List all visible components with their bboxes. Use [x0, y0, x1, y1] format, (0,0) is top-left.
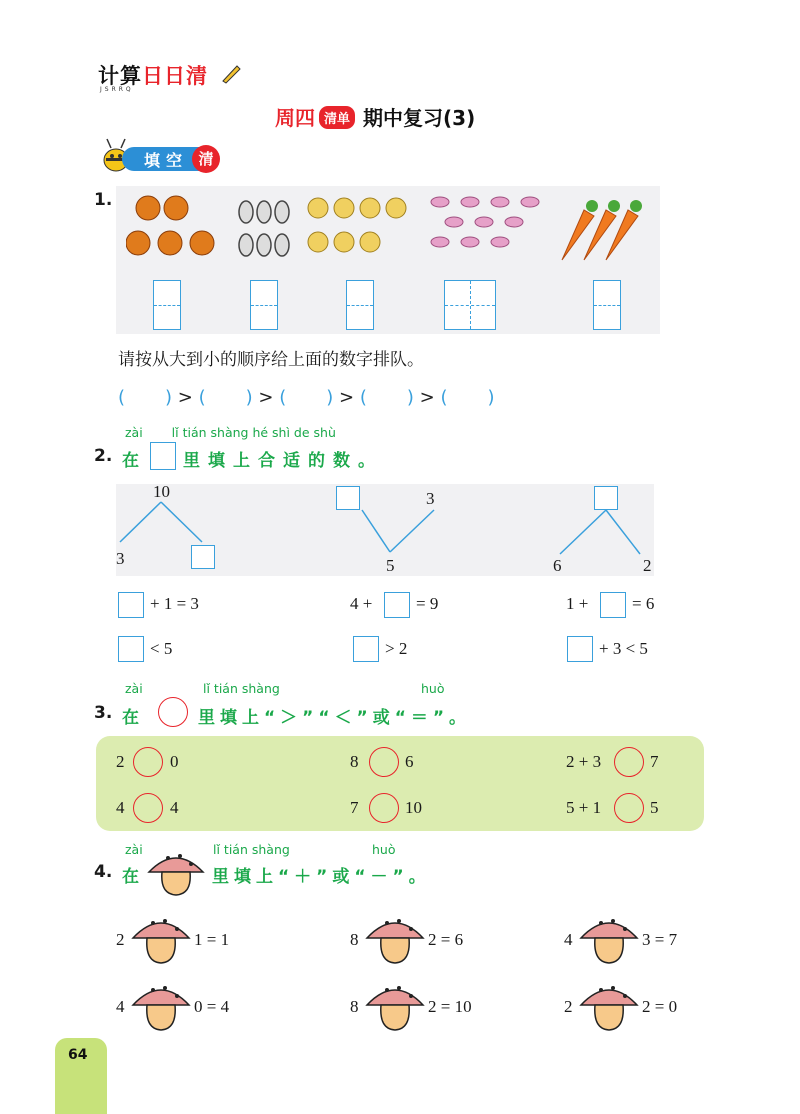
q3-text-a: 在	[122, 708, 147, 728]
title-badge: 清单	[319, 106, 355, 129]
mushroom-answer[interactable]	[130, 979, 192, 1033]
answer-box[interactable]	[118, 592, 144, 618]
op-right: 2 = 6	[428, 930, 464, 949]
op-right: 2 = 0	[642, 997, 678, 1016]
compare-right: 10	[405, 798, 422, 817]
tree1-top: 10	[153, 482, 170, 501]
q2-number: 2.	[94, 446, 113, 466]
q4-pinyin-b: lǐ tián shàng	[213, 842, 290, 857]
op-right: 2 = 10	[428, 997, 472, 1016]
op-right: 1 = 1	[194, 930, 230, 949]
brand-text-a: 计算	[98, 64, 142, 88]
section-label: 填空	[144, 151, 189, 170]
answer-box[interactable]	[346, 280, 374, 330]
equation-text: = 6	[632, 594, 655, 613]
section-badge	[122, 147, 218, 171]
mushroom-answer[interactable]	[364, 912, 426, 966]
order-row: ( ) > ( ) > ( ) > ( ) > ( )	[118, 387, 495, 408]
answer-box[interactable]	[384, 592, 410, 618]
comparison-panel	[96, 736, 704, 831]
tree2-bottom: 5	[386, 556, 395, 575]
equation-text: 4 +	[350, 594, 373, 613]
compare-right: 7	[650, 752, 659, 771]
tree1-left: 3	[116, 549, 125, 568]
q1-instruction: 请按从大到小的顺序给上面的数字排队。	[118, 350, 424, 370]
answer-box[interactable]	[191, 545, 215, 569]
q2-box-icon	[150, 442, 176, 470]
section-badge-icon: 清	[192, 145, 220, 173]
tree3-left: 6	[553, 556, 562, 575]
brand-text-b: 日日清	[142, 64, 208, 88]
equation-text: < 5	[150, 639, 173, 658]
compare-circle[interactable]	[133, 793, 163, 823]
q2-text-b: 里填上合适的数。	[183, 451, 383, 471]
q3-pinyin-c: huò	[421, 681, 445, 696]
q2-pinyin: zài lǐ tián shàng hé shì de shù	[125, 425, 336, 440]
op-left: 2	[116, 930, 125, 949]
compare-right: 5	[650, 798, 659, 817]
compare-circle[interactable]	[369, 793, 399, 823]
compare-right: 4	[170, 798, 179, 817]
peanut-group-icon	[234, 190, 294, 262]
candy-group-icon	[426, 192, 546, 256]
answer-box[interactable]	[353, 636, 379, 662]
equation-text: = 9	[416, 594, 439, 613]
answer-box[interactable]	[567, 636, 593, 662]
q2-text-a: 在	[122, 451, 147, 471]
op-left: 4	[116, 997, 125, 1016]
answer-box[interactable]	[250, 280, 278, 330]
op-left: 8	[350, 997, 359, 1016]
compare-left: 7	[350, 798, 359, 817]
equation-text: > 2	[385, 639, 408, 658]
page-number: 64	[68, 1047, 88, 1063]
compare-left: 2	[116, 752, 125, 771]
pen-icon	[220, 62, 242, 84]
answer-box[interactable]	[153, 280, 181, 330]
equation-text: 1 +	[566, 594, 589, 613]
q3-pinyin-b: lǐ tián shàng	[203, 681, 280, 696]
compare-circle[interactable]	[133, 747, 163, 777]
compare-circle[interactable]	[614, 747, 644, 777]
compare-circle[interactable]	[614, 793, 644, 823]
q1-number: 1.	[94, 190, 113, 210]
answer-box[interactable]	[594, 486, 618, 510]
compare-left: 8	[350, 752, 359, 771]
compare-left: 5 + 1	[566, 798, 602, 817]
equation-text: + 3 < 5	[599, 639, 648, 658]
op-right: 3 = 7	[642, 930, 678, 949]
q3-circle-icon	[158, 697, 188, 727]
carrot-group-icon	[554, 188, 660, 264]
mushroom-answer[interactable]	[130, 912, 192, 966]
compare-circle[interactable]	[369, 747, 399, 777]
q4-pinyin-c: huò	[372, 842, 396, 857]
mushroom-answer[interactable]	[364, 979, 426, 1033]
compare-right: 0	[170, 752, 179, 771]
answer-box[interactable]	[336, 486, 360, 510]
q3-pinyin-a: zài	[125, 681, 143, 696]
q3-number: 3.	[94, 703, 113, 723]
squirrel-group-icon	[126, 188, 226, 264]
title-day: 周四	[275, 106, 315, 130]
q3-text-b: 里填上“＞”“＜”或“＝”。	[198, 708, 472, 728]
answer-box-two-digit[interactable]	[444, 280, 496, 330]
title-text: 期中复习(3)	[363, 106, 476, 130]
q4-text-b: 里填上“＋”或“－”。	[212, 867, 431, 887]
mushroom-answer[interactable]	[578, 979, 640, 1033]
brand-subtext: JSRRQ	[100, 86, 134, 93]
op-left: 8	[350, 930, 359, 949]
answer-box[interactable]	[593, 280, 621, 330]
tree3-right: 2	[643, 556, 652, 575]
compare-left: 4	[116, 798, 125, 817]
answer-box[interactable]	[118, 636, 144, 662]
shuttlecock-group-icon	[306, 190, 416, 262]
tree2-right: 3	[426, 489, 435, 508]
q4-text-a: 在	[122, 867, 147, 887]
mushroom-answer[interactable]	[578, 912, 640, 966]
mushroom-icon	[146, 848, 206, 898]
op-left: 4	[564, 930, 573, 949]
page-title	[275, 102, 475, 131]
op-left: 2	[564, 997, 573, 1016]
compare-left: 2 + 3	[566, 752, 602, 771]
q1-picture-panel	[116, 186, 660, 334]
compare-right: 6	[405, 752, 414, 771]
op-right: 0 = 4	[194, 997, 230, 1016]
answer-box[interactable]	[600, 592, 626, 618]
equation-text: + 1 = 3	[150, 594, 199, 613]
q4-pinyin-a: zài	[125, 842, 143, 857]
q4-number: 4.	[94, 862, 113, 882]
